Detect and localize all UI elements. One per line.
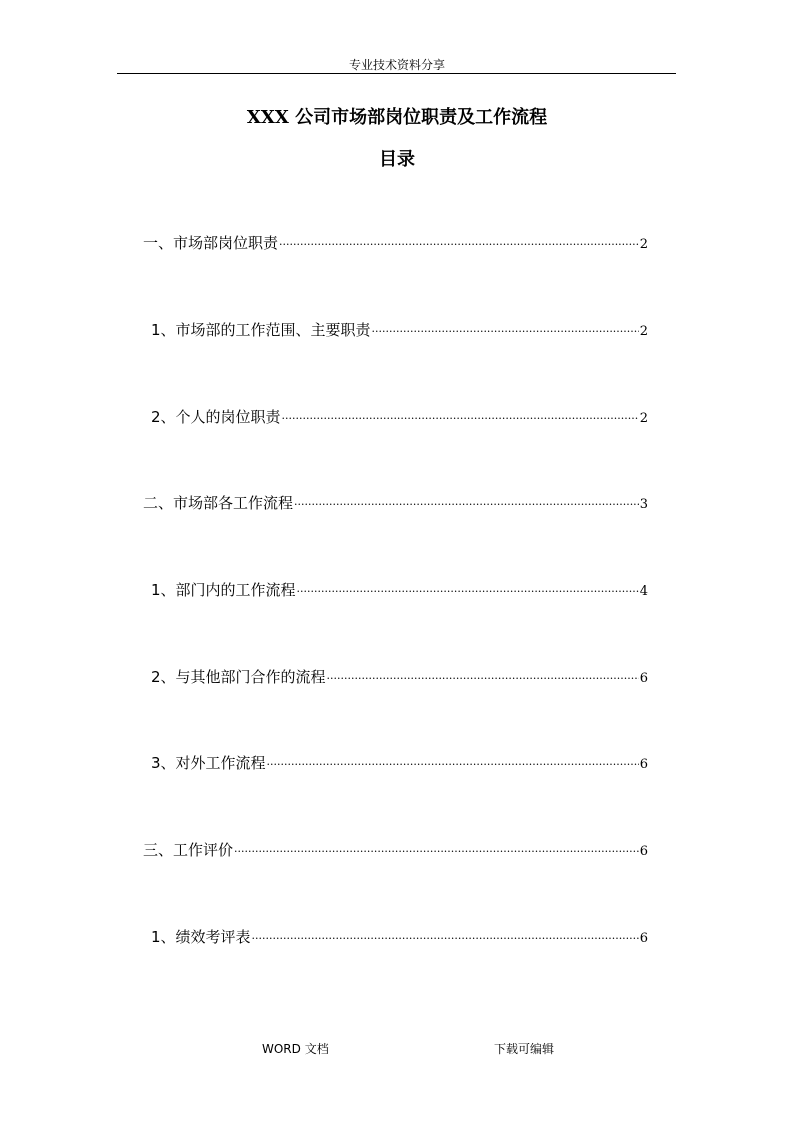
toc-entry-label: 1、部门内的工作流程 [151,581,296,599]
toc-entry-page: 6 [639,931,648,946]
toc-entry-page: 3 [639,497,648,512]
toc-entry-page: 2 [639,237,648,252]
toc-entry-2-2[interactable] [151,667,648,689]
toc-entry-1[interactable] [143,233,648,255]
toc-entry-2[interactable] [143,493,648,515]
toc-entry-page: 6 [639,757,648,772]
document-title: XXX 公司市场部岗位职责及工作流程 [246,107,548,128]
toc-dot-leader [327,669,639,689]
toc-dot-leader [372,322,639,342]
toc-entry-label: 二、市场部各工作流程 [143,494,294,512]
toc-entry-page: 2 [639,411,648,426]
toc-dot-leader [252,929,639,949]
toc-entry-page: 6 [639,671,648,686]
toc-dot-leader [282,409,639,429]
page-header: 专业技术资料分享 [348,58,445,72]
toc-entry-label: 2、与其他部门合作的流程 [151,668,326,686]
toc-entry-label: 三、工作评价 [143,841,234,859]
toc-entry-2-3[interactable] [151,753,648,775]
toc-dot-leader [294,495,639,515]
toc-dot-leader [279,235,639,255]
toc-entry-3[interactable] [143,840,648,862]
toc-heading: 目录 [379,149,415,170]
toc-entry-label: 一、市场部岗位职责 [143,234,279,252]
toc-dot-leader [297,582,639,602]
toc-entry-page: 4 [639,584,648,599]
toc-entry-label: 3、对外工作流程 [151,754,266,772]
toc-entry-label: 1、市场部的工作范围、主要职责 [151,321,371,339]
toc-entry-label: 1、绩效考评表 [151,928,251,946]
toc-entry-3-1[interactable] [151,927,648,949]
footer-right-text: 下载可编辑 [494,1042,555,1056]
toc-entry-page: 2 [639,324,648,339]
toc-entry-page: 6 [639,844,648,859]
toc-entry-1-1[interactable] [151,320,648,342]
toc-entry-2-1[interactable] [151,580,648,602]
toc-dot-leader [234,842,639,862]
toc-dot-leader [267,755,639,775]
toc-entry-label: 2、个人的岗位职责 [151,408,281,426]
toc-entry-1-2[interactable] [151,407,648,429]
footer-left-text: WORD 文档 [262,1042,329,1056]
